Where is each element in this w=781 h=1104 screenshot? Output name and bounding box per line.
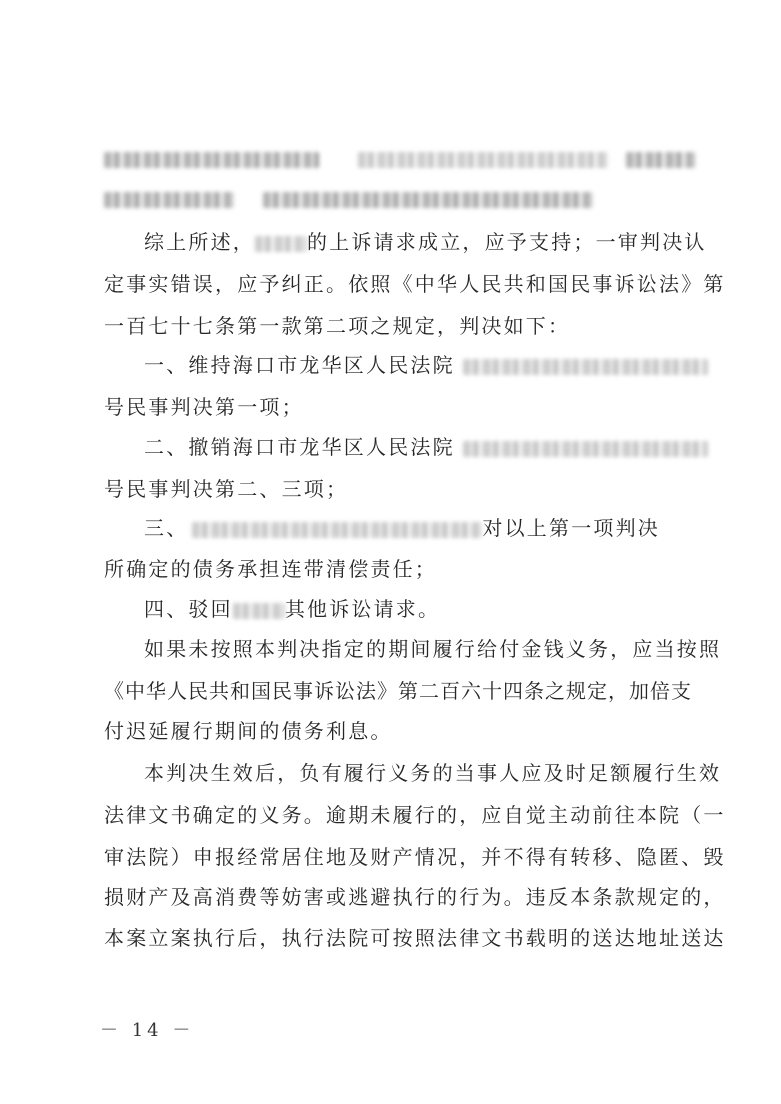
paragraph-line: 所确定的债务承担连带清偿责任； <box>104 557 437 581</box>
text-segment: 综上所述， <box>144 230 255 254</box>
redacted-line <box>104 186 684 210</box>
redacted-text <box>626 152 696 168</box>
page-number: － 14 － <box>100 1020 195 1041</box>
paragraph-line: 本案立案执行后，执行法院可按照法律文书载明的送达地址送达 <box>104 926 726 950</box>
text-segment: 四、驳回 <box>144 597 233 621</box>
paragraph-line <box>104 353 684 377</box>
paragraph-line <box>104 435 684 459</box>
paragraph-line: 号民事判决第二、三项； <box>104 477 349 501</box>
paragraph-line: 本判决生效后，负有履行义务的当事人应及时足额履行生效 <box>144 761 722 785</box>
paragraph-line: 审法院）申报经常居住地及财产情况，并不得有转移、隐匿、毁 <box>104 845 726 869</box>
text-segment: 其他诉讼请求。 <box>284 597 441 621</box>
paragraph-line: 付迟延履行期间的债务利息。 <box>104 719 393 743</box>
text-segment: 一、维持海口市龙华区人民法院 <box>144 353 455 377</box>
paragraph-line <box>104 516 684 540</box>
paragraph-line: 定事实错误，应予纠正。依照《中华人民共和国民事诉讼法》第 <box>104 272 726 296</box>
paragraph-line: 法律文书确定的义务。逾期未履行的，应自觉主动前往本院（一 <box>104 803 726 827</box>
redacted-text <box>358 152 608 168</box>
redacted-name <box>233 603 285 619</box>
paragraph-line: 号民事判决第一项； <box>104 395 304 419</box>
text-segment: 三、 <box>144 516 189 540</box>
text-segment: 二、撤销海口市龙华区人民法院 <box>144 435 455 459</box>
paragraph-line: 一百七十七条第一款第二项之规定，判决如下： <box>104 314 571 338</box>
paragraph-line: 《中华人民共和国民事诉讼法》第二百六十四条之规定，加倍支 <box>104 679 692 703</box>
text-segment: 的上诉请求成立，应予支持；一审判决认 <box>307 230 707 254</box>
redacted-party <box>192 522 482 538</box>
redacted-case-number <box>463 441 708 457</box>
redacted-case-number <box>463 359 708 375</box>
paragraph-line: 损财产及高消费等妨害或逃避执行的行为。违反本条款规定的， <box>104 885 726 909</box>
paragraph-line <box>104 597 684 621</box>
paragraph-line <box>104 230 707 254</box>
text-segment: 对以上第一项判决 <box>482 516 661 540</box>
redacted-text <box>104 192 234 208</box>
redacted-name <box>255 236 307 252</box>
redacted-text <box>104 152 319 168</box>
paragraph-line: 如果未按照本判决指定的期间履行给付金钱义务，应当按照 <box>144 637 722 661</box>
redacted-line <box>104 146 684 170</box>
redacted-text <box>263 192 593 208</box>
